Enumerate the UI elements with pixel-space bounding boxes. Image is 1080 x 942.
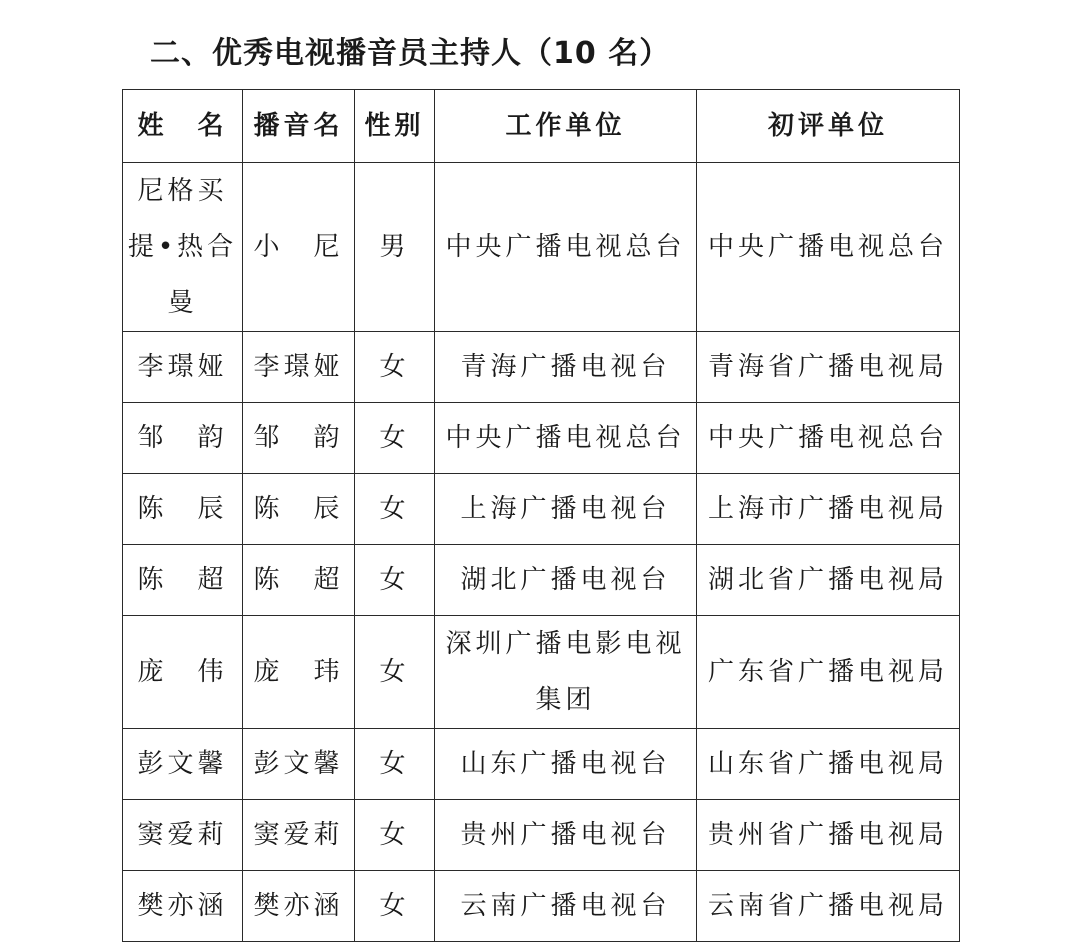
honoree-table (122, 89, 960, 942)
header-name: 姓 名 (123, 90, 243, 163)
cell-work-unit: 中央广播电视总台 (435, 163, 697, 332)
cell-broadcast-name: 邹 韵 (243, 403, 355, 474)
table-row (123, 403, 960, 474)
cell-name: 李璟娅 (123, 332, 243, 403)
cell-work-unit: 中央广播电视总台 (435, 403, 697, 474)
cell-review-unit: 贵州省广播电视局 (697, 800, 960, 871)
cell-work-unit: 湖北广播电视台 (435, 545, 697, 616)
cell-name: 陈 超 (123, 545, 243, 616)
cell-review-unit: 湖北省广播电视局 (697, 545, 960, 616)
cell-gender: 女 (355, 474, 435, 545)
cell-work-unit: 云南广播电视台 (435, 871, 697, 942)
header-review-unit: 初评单位 (697, 90, 960, 163)
table-row (123, 163, 960, 332)
cell-name: 窦爱莉 (123, 800, 243, 871)
cell-review-unit: 山东省广播电视局 (697, 729, 960, 800)
cell-gender: 女 (355, 800, 435, 871)
cell-name: 尼格买 提•热合 曼 (123, 163, 243, 332)
cell-broadcast-name: 彭文馨 (243, 729, 355, 800)
cell-name: 彭文馨 (123, 729, 243, 800)
cell-name: 邹 韵 (123, 403, 243, 474)
cell-broadcast-name: 陈 辰 (243, 474, 355, 545)
header-work-unit: 工作单位 (435, 90, 697, 163)
table-row (123, 616, 960, 729)
table-row (123, 800, 960, 871)
table-header-row (123, 90, 960, 163)
header-broadcast-name: 播音名 (243, 90, 355, 163)
table-row (123, 332, 960, 403)
cell-broadcast-name: 小 尼 (243, 163, 355, 332)
header-gender: 性别 (355, 90, 435, 163)
cell-review-unit: 广东省广播电视局 (697, 616, 960, 729)
cell-review-unit: 云南省广播电视局 (697, 871, 960, 942)
cell-review-unit: 中央广播电视总台 (697, 163, 960, 332)
cell-work-unit: 上海广播电视台 (435, 474, 697, 545)
cell-gender: 男 (355, 163, 435, 332)
cell-work-unit: 深圳广播电影电视 集团 (435, 616, 697, 729)
cell-name: 庞 伟 (123, 616, 243, 729)
cell-gender: 女 (355, 403, 435, 474)
cell-broadcast-name: 樊亦涵 (243, 871, 355, 942)
cell-broadcast-name: 陈 超 (243, 545, 355, 616)
cell-broadcast-name: 庞 玮 (243, 616, 355, 729)
cell-review-unit: 青海省广播电视局 (697, 332, 960, 403)
cell-broadcast-name: 窦爱莉 (243, 800, 355, 871)
table-row (123, 474, 960, 545)
cell-name: 陈 辰 (123, 474, 243, 545)
cell-work-unit: 贵州广播电视台 (435, 800, 697, 871)
cell-gender: 女 (355, 332, 435, 403)
cell-work-unit: 山东广播电视台 (435, 729, 697, 800)
table-row (123, 545, 960, 616)
table-row (123, 729, 960, 800)
cell-review-unit: 上海市广播电视局 (697, 474, 960, 545)
cell-gender: 女 (355, 545, 435, 616)
cell-gender: 女 (355, 616, 435, 729)
cell-review-unit: 中央广播电视总台 (697, 403, 960, 474)
table-row (123, 871, 960, 942)
cell-gender: 女 (355, 729, 435, 800)
cell-gender: 女 (355, 871, 435, 942)
cell-work-unit: 青海广播电视台 (435, 332, 697, 403)
page-title: 二、优秀电视播音员主持人（10 名） (150, 36, 671, 71)
cell-broadcast-name: 李璟娅 (243, 332, 355, 403)
cell-name: 樊亦涵 (123, 871, 243, 942)
